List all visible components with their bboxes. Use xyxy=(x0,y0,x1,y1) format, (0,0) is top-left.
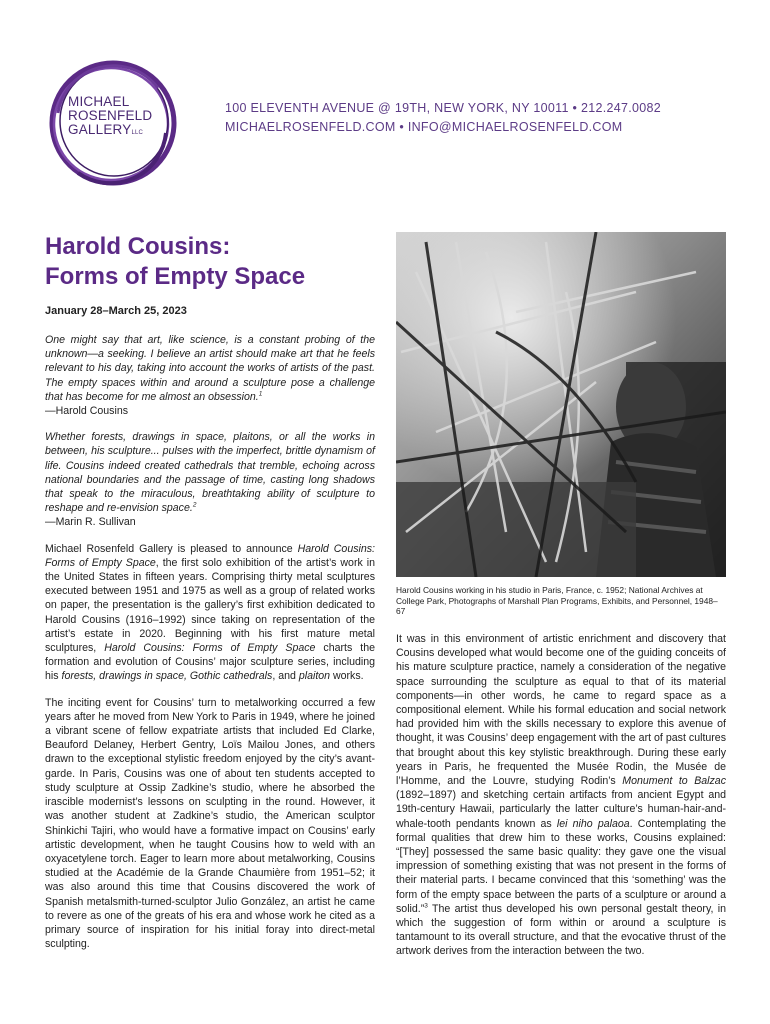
logo-llc: LLC xyxy=(131,130,144,136)
p1-f: forests, drawings in space, Gothic cathedrals xyxy=(61,670,273,683)
exhibition-title-line-1: Harold Cousins: xyxy=(45,233,231,260)
paragraph-inciting-event: The inciting event for Cousins’ turn to metalworking occurred a few years after he moved from New York to Paris in 1949, where he joined a vibrant scene of fellow expatriate artists that included Ed Clarke, Beauford Delaney, Herbert Gentry, Loïs Mailou Jones, and others drawn to the exceptional stylistic freedom enjoyed by the city’s avant-garde. In Paris, Cousins was one of about ten students accepted to study sculpture at Ossip Zadkine’s studio, where he absorbed the irascible modernist’s lessons on sculpting in the round. However, it was another student at Zadkine’s studio, the American sculptor Shinkichi Tajiri, who would have a formative impact on Cousins’ early artistic development, when he taught Cousins how to weld with an oxyacetylene torch. Eager to learn more about metalworking, Cousins studied at the Académie de la Grande Chaumière from 1951–52; it was also around this time that Cousins discovered the work of Spanish metalsmith-turned-sculptor Julio González, an artist he came to revere as one of the greats of his era and whose work he cited as a primary source of inspiration for his initial foray into direct-metal sculpting. xyxy=(45,696,375,951)
gallery-address: 100 ELEVENTH AVENUE @ 19TH, NEW YORK, NY 10011 • 212.247.0082 xyxy=(225,101,662,115)
quote-sullivan-text: Whether forests, drawings in space, plaitons, or all the works in between, his sculpture... pulses with the imperfect, brittle dynamism of life. Cousins indeed created cathedrals that tremble, echoing across national boundaries and the passage of time, casting long shadows that speak to the miraculous, breathtaking ability of sculpture to reshape and re-envision space. xyxy=(45,431,375,515)
quote-cousins-attribution: —Harold Cousins xyxy=(45,405,129,418)
p1-i: works. xyxy=(330,670,364,683)
paragraph-announcement xyxy=(45,542,375,684)
studio-photo xyxy=(396,232,726,577)
p3-c: (1892–1897) and sketching certain artifacts from ancient Egypt and 19th-century Hawaii, particularly the latter culture’s human-hair-and-whale-tooth pendants known as xyxy=(396,789,726,830)
quote-sullivan xyxy=(45,430,375,529)
right-column xyxy=(396,632,726,959)
photo-caption: Harold Cousins working in his studio in Paris, France, c. 1952; National Archives at College Park, Photographs of Marshall Plan Programs, Exhibits, and Personnel, 1948–67 xyxy=(396,585,718,616)
gallery-logo xyxy=(48,58,178,188)
p3-d: lei niho palaoa xyxy=(556,817,630,830)
exhibition-title xyxy=(45,232,305,292)
exhibition-dates: January 28–March 25, 2023 xyxy=(45,305,187,317)
quote-cousins-text: One might say that art, like science, is a constant probing of the unknown—a seeking. I believe an artist should make art that he feels relevant to his day, taking into account the works of artists of the past. The empty spaces within and around a sculpture pose a challenge that has become for me almost an obsession. xyxy=(45,334,375,403)
logo-line-3-text: GALLERY xyxy=(68,122,132,137)
logo-wordmark xyxy=(68,95,152,140)
studio-photo-image xyxy=(396,232,726,577)
logo-line-1: MICHAEL xyxy=(68,94,130,109)
footnote-2: 2 xyxy=(192,501,197,509)
exhibition-title-line-2: Forms of Empty Space xyxy=(45,263,306,290)
quote-cousins xyxy=(45,333,375,418)
gallery-web-email[interactable]: MICHAELROSENFELD.COM • INFO@MICHAELROSENFELD.COM xyxy=(225,120,623,134)
paragraph-negative-space xyxy=(396,632,726,959)
p1-c: , the first solo exhibition of the artist’s work in the United States in fifteen years. Comprising thirty metal sculptures executed between 1951 and 1975 as well as a group of related works on paper, the presentation is the gallery’s first exhibition dedicated to Harold Cousins (1916–1992) since taking on representation of the artist’s estate in 2020. Beginning with his first mature metal sculptures, xyxy=(45,556,375,655)
p1-h: plaiton xyxy=(298,670,331,683)
gallery-contact xyxy=(225,99,661,137)
p1-a: Michael Rosenfeld Gallery is pleased to announce xyxy=(45,542,298,555)
p3-e: . Contemplating the formal qualities that drew him to these works, Cousins explained: “[They] possessed the same basic quality: they gave one the visual impression of something existing that was not present in the forms of their material parts. I became convinced that this ‘something’ was the form of the empty space between the parts of a sculpture or around a solid.” xyxy=(396,817,727,915)
p3-b: Monument to Balzac xyxy=(622,775,726,788)
p1-b: Harold Cousins: Forms of Empty Space xyxy=(45,542,375,569)
p1-d: Harold Cousins: Forms of Empty Space xyxy=(104,642,316,655)
p3-a: It was in this environment of artistic enrichment and discovery that Cousins developed what would become one of the guiding conceits of his mature sculpture practice, namely a consideration of the negative space surrounding the sculpture as equal to that of its material components—in other words, he came to regard space as a compositional element. While his formal education and social network had provided him with the skills necessary to explore this avenue of thought, it was Cousins’ deep engagement with the art of past cultures that brought about this key stylistic breakthrough. During these early years in Paris, he frequented the Musée Rodin, the Musée de l’Homme, and the Louvre, studying Rodin’s xyxy=(396,633,726,788)
footnote-1: 1 xyxy=(258,390,263,398)
logo-line-2: ROSENFELD xyxy=(68,108,153,123)
p1-e: charts the formation and evolution of Cousins’ major sculpture series, including his xyxy=(45,642,375,683)
logo-line-3 xyxy=(68,123,152,140)
p3-f: The artist thus developed his own personal gestalt theory, in which the suggestion of form within or around a sculpture is tantamount to its overall structure, and that the evocative thrust of the artwork derives from the interaction between the two. xyxy=(396,902,726,958)
quote-sullivan-attribution: —Marin R. Sullivan xyxy=(45,516,136,529)
left-column xyxy=(45,333,375,963)
footnote-3: 3 xyxy=(424,902,428,910)
p1-g: , and xyxy=(272,670,299,683)
